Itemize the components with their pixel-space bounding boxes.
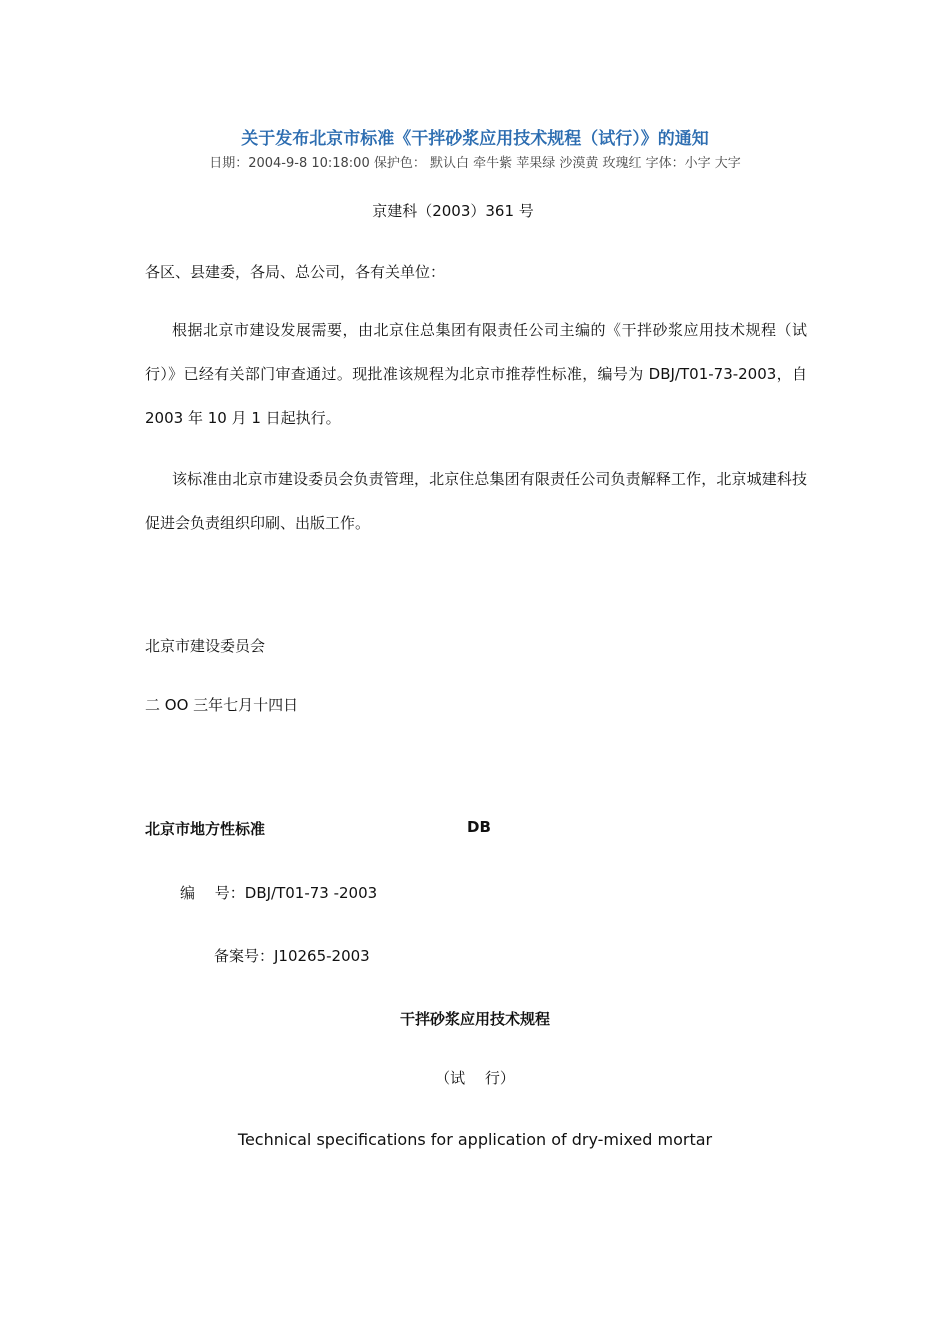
document-number: 京建科（2003）361 号: [372, 202, 534, 220]
paragraph-1: 根据北京市建设发展需要，由北京住总集团有限责任公司主编的《干拌砂浆应用技术规程（试行）》已经有关部门审查通过。现批准该规程为北京市推荐性标准，编号为 DBJ/T01-73-2003，自 2003 年 10 月 1 日起执行。: [145, 321, 807, 427]
standard-subtitle: （试 行）: [435, 1069, 515, 1087]
standard-title-en: Technical specifications for application of dry-mixed mortar: [237, 1130, 713, 1149]
signature-org: 北京市建设委员会: [145, 637, 266, 655]
notice-title: 关于发布北京市标准《干拌砂浆应用技术规程（试行）》的通知: [241, 129, 709, 149]
salutation: 各区、县建委，各局、总公司，各有关单位：: [145, 263, 446, 281]
paragraph-2: 该标准由北京市建设委员会负责管理，北京住总集团有限责任公司负责解释工作，北京城建科技促进会负责组织印刷、出版工作。: [145, 470, 807, 532]
signature-date: 二 OO 三年七月十四日: [145, 696, 299, 714]
standard-title-cn: 干拌砂浆应用技术规程: [399, 1010, 550, 1028]
filing-number: 备案号：J10265-2003: [214, 947, 370, 965]
standard-code: DB: [467, 818, 491, 836]
meta-line: 日期：2004-9-8 10:18:00 保护色： 默认白 牵牛紫 苹果绿 沙漠黄 玫瑰红 字体：小字 大字: [209, 156, 741, 171]
standard-number: 编 号：DBJ/T01-73 -2003: [180, 884, 378, 902]
standard-type: 北京市地方性标准: [145, 820, 266, 838]
